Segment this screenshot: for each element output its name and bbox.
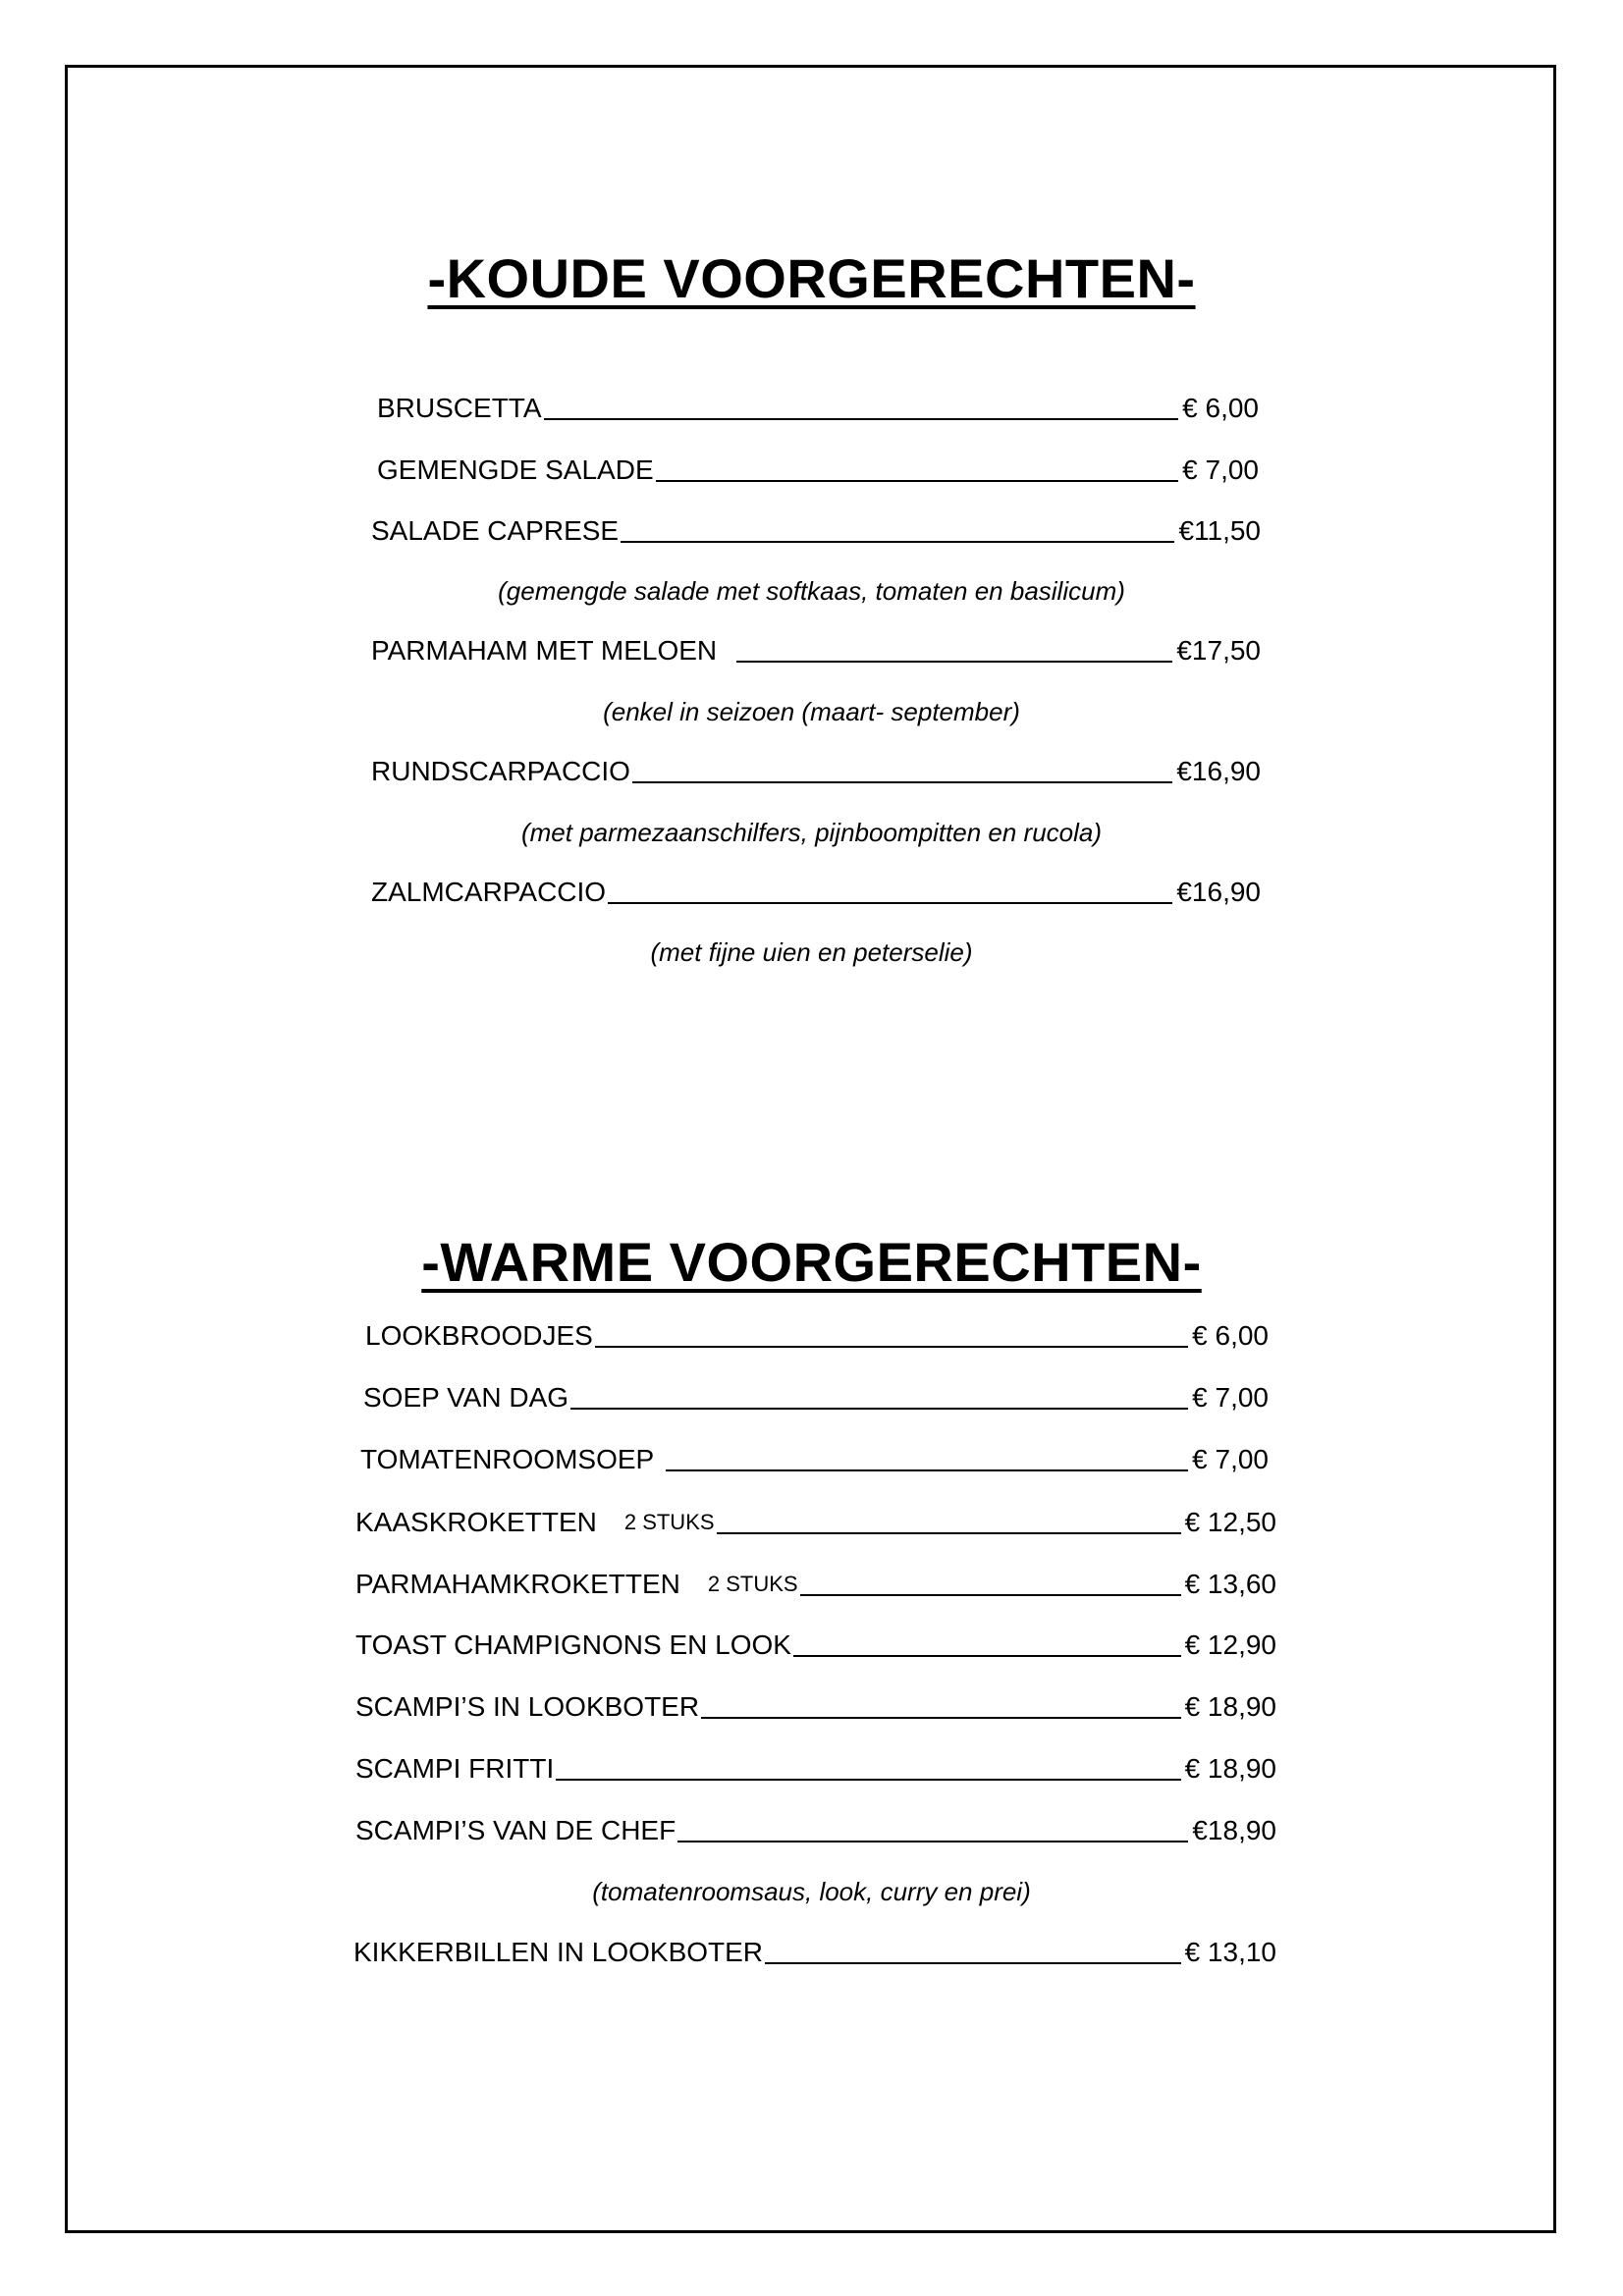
item-price: €18,90 bbox=[1192, 1815, 1276, 1845]
item-price: € 12,50 bbox=[1184, 1507, 1276, 1537]
item-price: € 12,90 bbox=[1184, 1629, 1276, 1660]
item-price: € 6,00 bbox=[1182, 393, 1259, 423]
leader-line bbox=[595, 1346, 1188, 1348]
item-name: BRUSCETTA bbox=[377, 393, 542, 423]
menu-item-parmahamkroketten bbox=[355, 1565, 1276, 1604]
item-price: €17,50 bbox=[1176, 635, 1261, 666]
item-name: RUNDSCARPACCIO bbox=[371, 756, 630, 786]
item-name: SCAMPI’S IN LOOKBOTER bbox=[355, 1691, 700, 1722]
menu-item-kikkerbillen-in-lookboter bbox=[353, 1933, 1276, 1972]
item-price: € 7,00 bbox=[1182, 454, 1259, 485]
item-description: (gemengde salade met softkaas, tomaten en basilicum) bbox=[498, 576, 1125, 606]
leader-line bbox=[608, 902, 1172, 904]
leader-line bbox=[677, 1841, 1188, 1842]
item-name: PARMAHAM MET MELOEN bbox=[371, 635, 718, 666]
item-quantity-note: 2 STUKS bbox=[707, 1572, 798, 1596]
item-name: SCAMPI FRITTI bbox=[355, 1753, 555, 1784]
menu-item-gemengde-salade bbox=[377, 451, 1259, 490]
item-price: €16,90 bbox=[1176, 756, 1261, 786]
item-price: € 13,60 bbox=[1184, 1569, 1276, 1599]
item-price: €16,90 bbox=[1176, 877, 1261, 907]
leader-line bbox=[556, 1779, 1180, 1781]
item-quantity-note: 2 STUKS bbox=[623, 1510, 715, 1534]
menu-item-salade-caprese bbox=[371, 511, 1261, 551]
leader-line bbox=[701, 1717, 1181, 1719]
leader-line bbox=[765, 1962, 1181, 1964]
item-name: ZALMCARPACCIO bbox=[371, 877, 607, 907]
leader-line bbox=[717, 1532, 1181, 1534]
item-price: €11,50 bbox=[1178, 515, 1261, 546]
item-price: € 7,00 bbox=[1192, 1444, 1269, 1474]
leader-line bbox=[666, 1469, 1188, 1471]
leader-line bbox=[621, 541, 1174, 543]
item-price: € 7,00 bbox=[1192, 1382, 1269, 1413]
menu-item-tomatenroomsoep bbox=[360, 1440, 1269, 1479]
item-price: € 18,90 bbox=[1184, 1753, 1276, 1784]
item-description: (met fijne uien en peterselie) bbox=[650, 937, 973, 967]
item-name: LOOKBROODJES bbox=[365, 1320, 593, 1351]
menu-item-scampi-fritti bbox=[355, 1749, 1276, 1789]
menu-item-toast-champignons-en-look bbox=[355, 1626, 1276, 1665]
item-name: TOMATENROOMSOEP bbox=[360, 1444, 655, 1474]
item-description: (met parmezaanschilfers, pijnboompitten en rucola) bbox=[520, 818, 1103, 847]
menu-item-lookbroodjes bbox=[365, 1316, 1269, 1356]
leader-line bbox=[656, 480, 1179, 482]
leader-line bbox=[570, 1408, 1188, 1410]
item-description: (tomatenroomsaus, look, curry en prei) bbox=[592, 1877, 1031, 1906]
item-name: SOEP VAN DAG bbox=[363, 1382, 569, 1413]
item-name: SALADE CAPRESE bbox=[371, 515, 620, 546]
heading-koude-voorgerechten: -KOUDE VOORGERECHTEN- bbox=[427, 247, 1196, 309]
item-price: € 6,00 bbox=[1192, 1320, 1269, 1351]
menu-item-kaaskroketten bbox=[355, 1503, 1276, 1542]
menu-item-parmaham-met-meloen bbox=[371, 631, 1261, 670]
leader-line bbox=[793, 1655, 1181, 1657]
item-name: KAASKROKETTEN bbox=[355, 1507, 597, 1537]
menu-item-rundscarpaccio bbox=[371, 752, 1261, 791]
item-name: PARMAHAMKROKETTEN bbox=[355, 1569, 680, 1599]
leader-line bbox=[736, 661, 1172, 663]
item-description: (enkel in seizoen (maart- september) bbox=[603, 697, 1020, 726]
menu-item-bruscetta bbox=[377, 389, 1259, 428]
leader-line bbox=[632, 781, 1172, 783]
menu-item-zalmcarpaccio bbox=[371, 873, 1261, 912]
item-name: SCAMPI’S VAN DE CHEF bbox=[355, 1815, 676, 1845]
menu-item-scampis-van-de-chef bbox=[355, 1811, 1276, 1850]
heading-warme-voorgerechten: -WARME VOORGERECHTEN- bbox=[421, 1231, 1202, 1293]
menu-item-soep-van-dag bbox=[363, 1378, 1269, 1417]
menu-item-scampis-in-lookboter bbox=[355, 1687, 1276, 1727]
item-name: KIKKERBILLEN IN LOOKBOTER bbox=[353, 1937, 764, 1967]
leader-line bbox=[800, 1594, 1181, 1596]
item-name: GEMENGDE SALADE bbox=[377, 454, 654, 485]
item-name: TOAST CHAMPIGNONS EN LOOK bbox=[355, 1629, 791, 1660]
item-price: € 13,10 bbox=[1184, 1937, 1276, 1967]
leader-line bbox=[544, 418, 1179, 420]
item-price: € 18,90 bbox=[1184, 1691, 1276, 1722]
